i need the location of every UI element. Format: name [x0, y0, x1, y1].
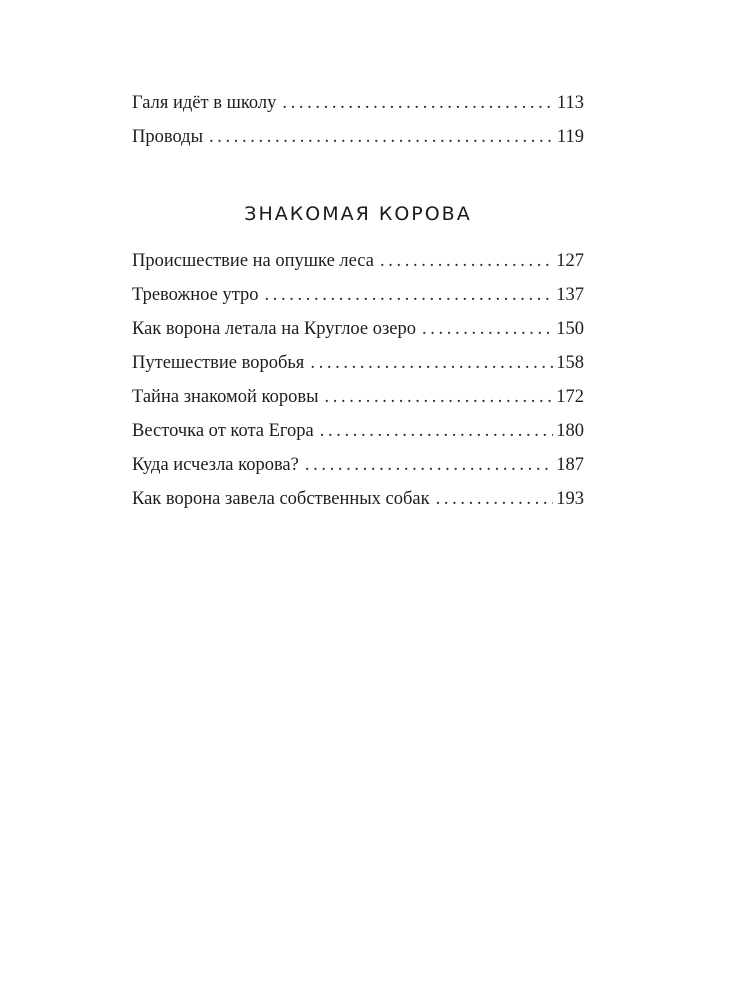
toc-entry-title: Тревожное утро — [132, 285, 259, 305]
toc-entry — [132, 414, 584, 448]
dot-leader — [282, 86, 554, 120]
dot-leader — [380, 244, 553, 278]
toc-entry-page: 137 — [556, 285, 584, 305]
toc-entry — [132, 86, 584, 120]
dot-leader — [209, 120, 554, 154]
toc-list-part-1 — [132, 86, 584, 154]
toc-entry-page: 158 — [556, 353, 584, 373]
toc-entry-title: Как ворона летала на Круглое озеро — [132, 319, 417, 339]
dot-leader — [422, 312, 553, 346]
toc-entry — [132, 482, 584, 516]
toc-entry — [132, 120, 584, 154]
toc-entry-title: Тайна знакомой коровы — [132, 387, 319, 407]
toc-entry — [132, 312, 584, 346]
toc-entry-title: Весточка от кота Егора — [132, 421, 314, 441]
toc-entry-title: Путешествие воробья — [132, 353, 305, 373]
dot-leader — [305, 448, 553, 482]
toc-entry — [132, 380, 584, 414]
toc-entry-title: Как ворона завела собственных собак — [132, 489, 430, 509]
toc-entry-title: Происшествие на опушке леса — [132, 251, 374, 271]
section-heading: ЗНАКОМАЯ КОРОВА — [244, 203, 472, 225]
dot-leader — [265, 278, 554, 312]
toc-entry-page: 193 — [556, 489, 584, 509]
toc-entry-page: 127 — [556, 251, 584, 271]
toc-entry — [132, 244, 584, 278]
dot-leader — [320, 414, 554, 448]
dot-leader — [436, 482, 554, 516]
toc-entry-page: 187 — [556, 455, 584, 475]
toc-list-part-2 — [132, 244, 584, 516]
toc-entry — [132, 346, 584, 380]
toc-entry-page: 180 — [556, 421, 584, 441]
toc-entry-page: 172 — [556, 387, 584, 407]
toc-entry — [132, 278, 584, 312]
toc-entry-page: 150 — [556, 319, 584, 339]
dot-leader — [325, 380, 554, 414]
toc-entry-page: 119 — [556, 127, 584, 147]
toc-entry-title: Галя идёт в школу — [132, 93, 277, 113]
dot-leader — [310, 346, 553, 380]
toc-entry-page: 113 — [556, 93, 584, 113]
toc-entry-title: Куда исчезла корова? — [132, 455, 299, 475]
toc-entry — [132, 448, 584, 482]
toc-entry-title: Проводы — [132, 127, 204, 147]
